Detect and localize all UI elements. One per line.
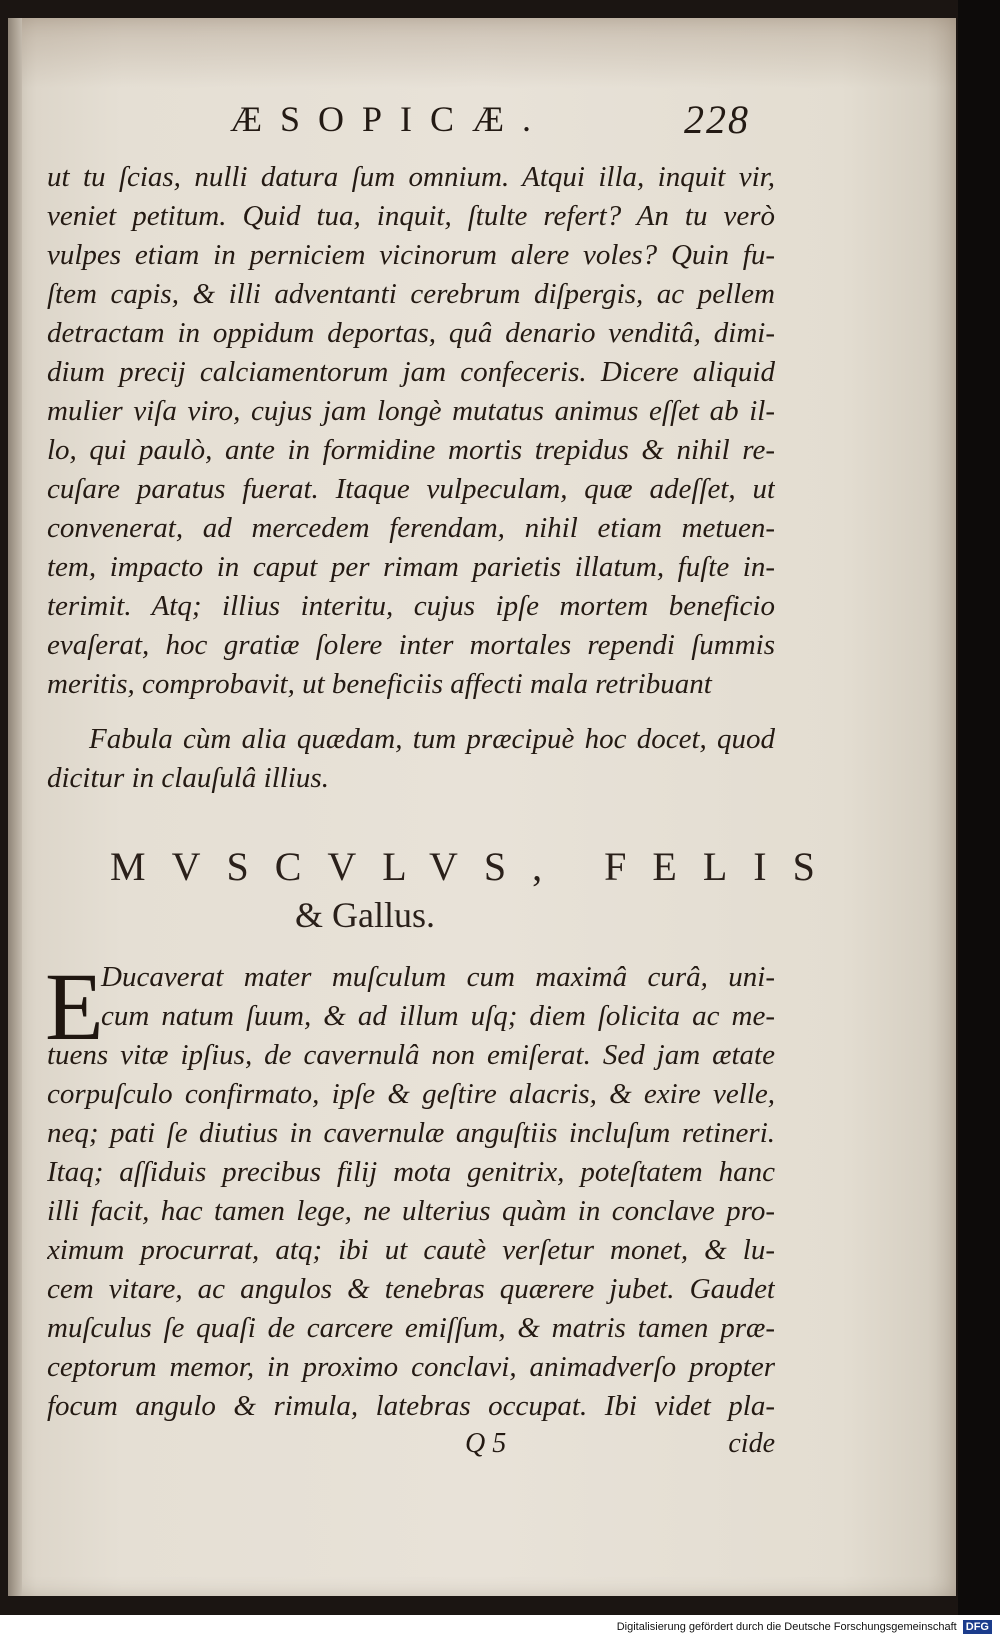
text-line: cuſare paratus fuerat. Itaque vulpeculam, quæ adeſſet, ut	[47, 473, 775, 505]
digitization-credit	[617, 1620, 992, 1634]
fable-text	[45, 953, 775, 1426]
page-gutter-edge	[8, 18, 22, 1596]
text-line: tem, impacto in caput per rimam parietis illatum, fuſte in-	[47, 551, 775, 583]
paragraph-continuation	[47, 158, 775, 704]
moral-line: Fabula cùm alia quædam, tum præcipuè hoc docet, quod	[89, 723, 775, 755]
text-line: terimit. Atq; illius interitu, cujus ipſe mortem beneficio	[47, 590, 775, 622]
text-line: cum natum ſuum, & ad illum uſq; diem ſolicita ac me-	[101, 1000, 775, 1032]
signature-mark: Q 5	[465, 1428, 507, 1459]
moral-line: dicitur in clauſulâ illius.	[47, 762, 329, 794]
text-line: Ducaverat mater muſculum cum maximâ curâ, uni-	[101, 961, 775, 993]
text-line: evaſerat, hoc gratiæ ſolere inter mortales rependi ſummis	[47, 629, 775, 661]
text-line: ſtem capis, & illi adventanti cerebrum diſpergis, ac pellem	[47, 278, 775, 310]
text-line: neq; pati ſe diutius in cavernulæ anguſtiis incluſum retineri.	[47, 1117, 775, 1149]
text-line: Itaq; aſſiduis precibus filij mota genitrix, poteſtatem hanc	[47, 1156, 775, 1188]
text-line: focum angulo & rimula, latebras occupat. Ibi videt pla-	[47, 1390, 775, 1422]
page-footer	[47, 1428, 775, 1468]
text-line: lo, qui paulò, ante in formidine mortis trepidus & nihil re-	[47, 434, 775, 466]
text-line: meritis, comprobavit, ut beneficiis affecti mala retribuant	[47, 668, 712, 700]
page-header	[230, 98, 750, 154]
text-line: veniet petitum. Quid tua, inquit, ſtulte refert? An tu verò	[47, 200, 775, 232]
text-line: corpuſculo confirmato, ipſe & geſtire alacris, & exire velle,	[47, 1078, 775, 1110]
text-line: vulpes etiam in perniciem vicinorum alere voles? Quin fu-	[47, 239, 775, 271]
text-line: detractam in oppidum deportas, quâ denario venditâ, dimi-	[47, 317, 775, 349]
text-line: cem vitare, ac angulos & tenebras quærere jubet. Gaudet	[47, 1273, 775, 1305]
catchword: cide	[728, 1428, 775, 1459]
fable-title-line-2: & Gallus.	[295, 895, 435, 935]
page-number: 228	[684, 97, 750, 142]
text-line: ximum procurrat, atq; ibi ut cautè verſetur monet, & lu-	[47, 1234, 775, 1266]
text-line: ut tu ſcias, nulli datura ſum omnium. Atqui illa, inquit vir,	[47, 161, 775, 193]
text-line: ceptorum memor, in proximo conclavi, animadverſo propter	[47, 1351, 775, 1383]
text-line: illi facit, hac tamen lege, ne ulterius quàm in conclave pro-	[47, 1195, 775, 1227]
text-line: dium precij calciamentorum jam confeceris. Dicere aliquid	[47, 356, 775, 388]
running-head: ÆSOPICÆ.	[230, 99, 550, 139]
moral-paragraph	[47, 720, 775, 798]
text-line: tuens vitæ ipſius, de cavernulâ non emiſerat. Sed jam ætate	[47, 1039, 775, 1071]
scan-dark-margin	[958, 0, 1000, 1615]
dfg-logo: DFG	[963, 1620, 992, 1634]
fable-title	[110, 842, 841, 938]
credit-text: Digitalisierung gefördert durch die Deutsche Forschungsgemeinschaft	[616, 1621, 957, 1633]
text-line: muſculus ſe quaſi de carcere emiſſum, & matris tamen præ-	[47, 1312, 775, 1344]
text-line: mulier viſa viro, cujus jam longè mutatus animus eſſet ab il-	[47, 395, 775, 427]
fable-title-line-1: MVSCVLVS, FELIS	[110, 844, 841, 889]
page-top-shading	[8, 18, 956, 88]
text-line: convenerat, ad mercedem ferendam, nihil etiam metuen-	[47, 512, 775, 544]
drop-cap: E	[45, 953, 104, 1060]
